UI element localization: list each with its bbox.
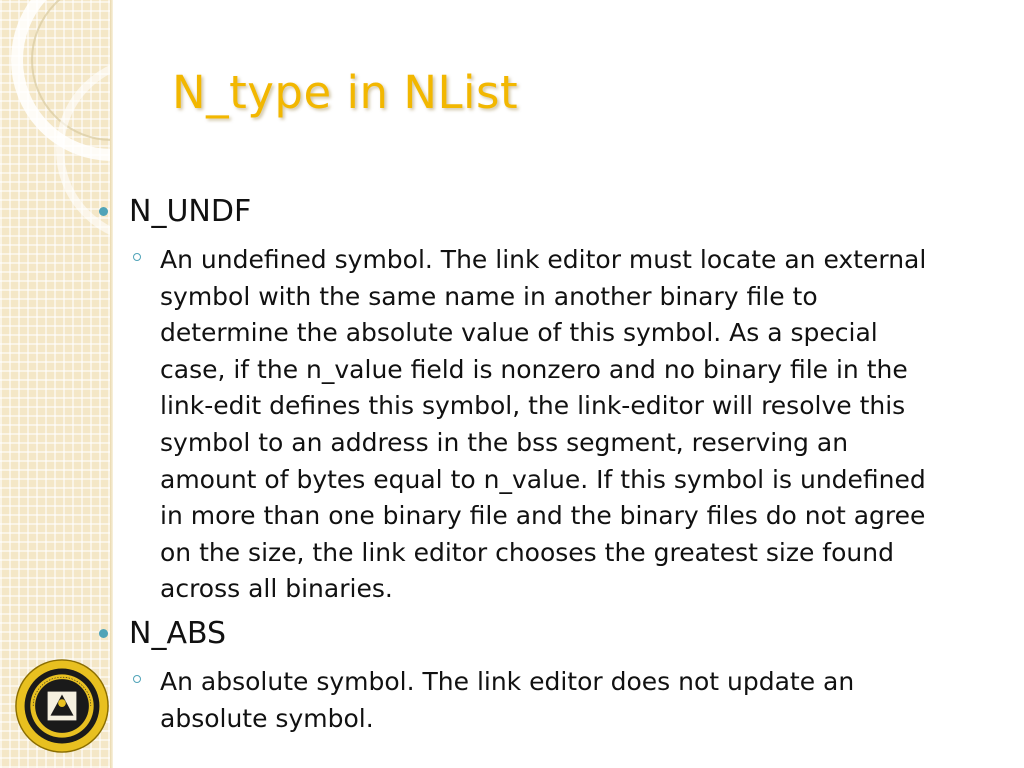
bullet-item-n-undf xyxy=(129,190,1024,234)
sub-bullet-n-undf xyxy=(160,242,950,608)
bullet-heading: N_ABS xyxy=(129,615,227,651)
bullet-item-n-abs xyxy=(129,612,1024,656)
sub-bullet-n-abs xyxy=(160,664,950,737)
slide-content xyxy=(0,190,1024,741)
filled-bullet-icon xyxy=(99,207,108,216)
bullet-heading: N_UNDF xyxy=(129,194,252,229)
filled-bullet-icon xyxy=(99,629,108,638)
sub-bullet-text: An absolute symbol. The link editor does not update an absolute symbol. xyxy=(160,666,855,733)
slide-title: N_type in NList xyxy=(172,66,519,119)
hollow-bullet-icon xyxy=(133,253,141,261)
hollow-bullet-icon xyxy=(133,675,141,683)
sub-bullet-text: An undefined symbol. The link editor must locate an external symbol with the same name in another binary file to determine the absolute value of this symbol. As a special case, if the n_value field is nonzero and no binary file in the link-edit defines this symbol, the link-editor will resolve this symbol to an address in the bss segment, reserving an amount of bytes equal to n_value. If this symbol is undefined in more than one binary file and the binary files do not agree on the size, the link editor chooses the greatest size found across all binaries. xyxy=(160,245,927,604)
